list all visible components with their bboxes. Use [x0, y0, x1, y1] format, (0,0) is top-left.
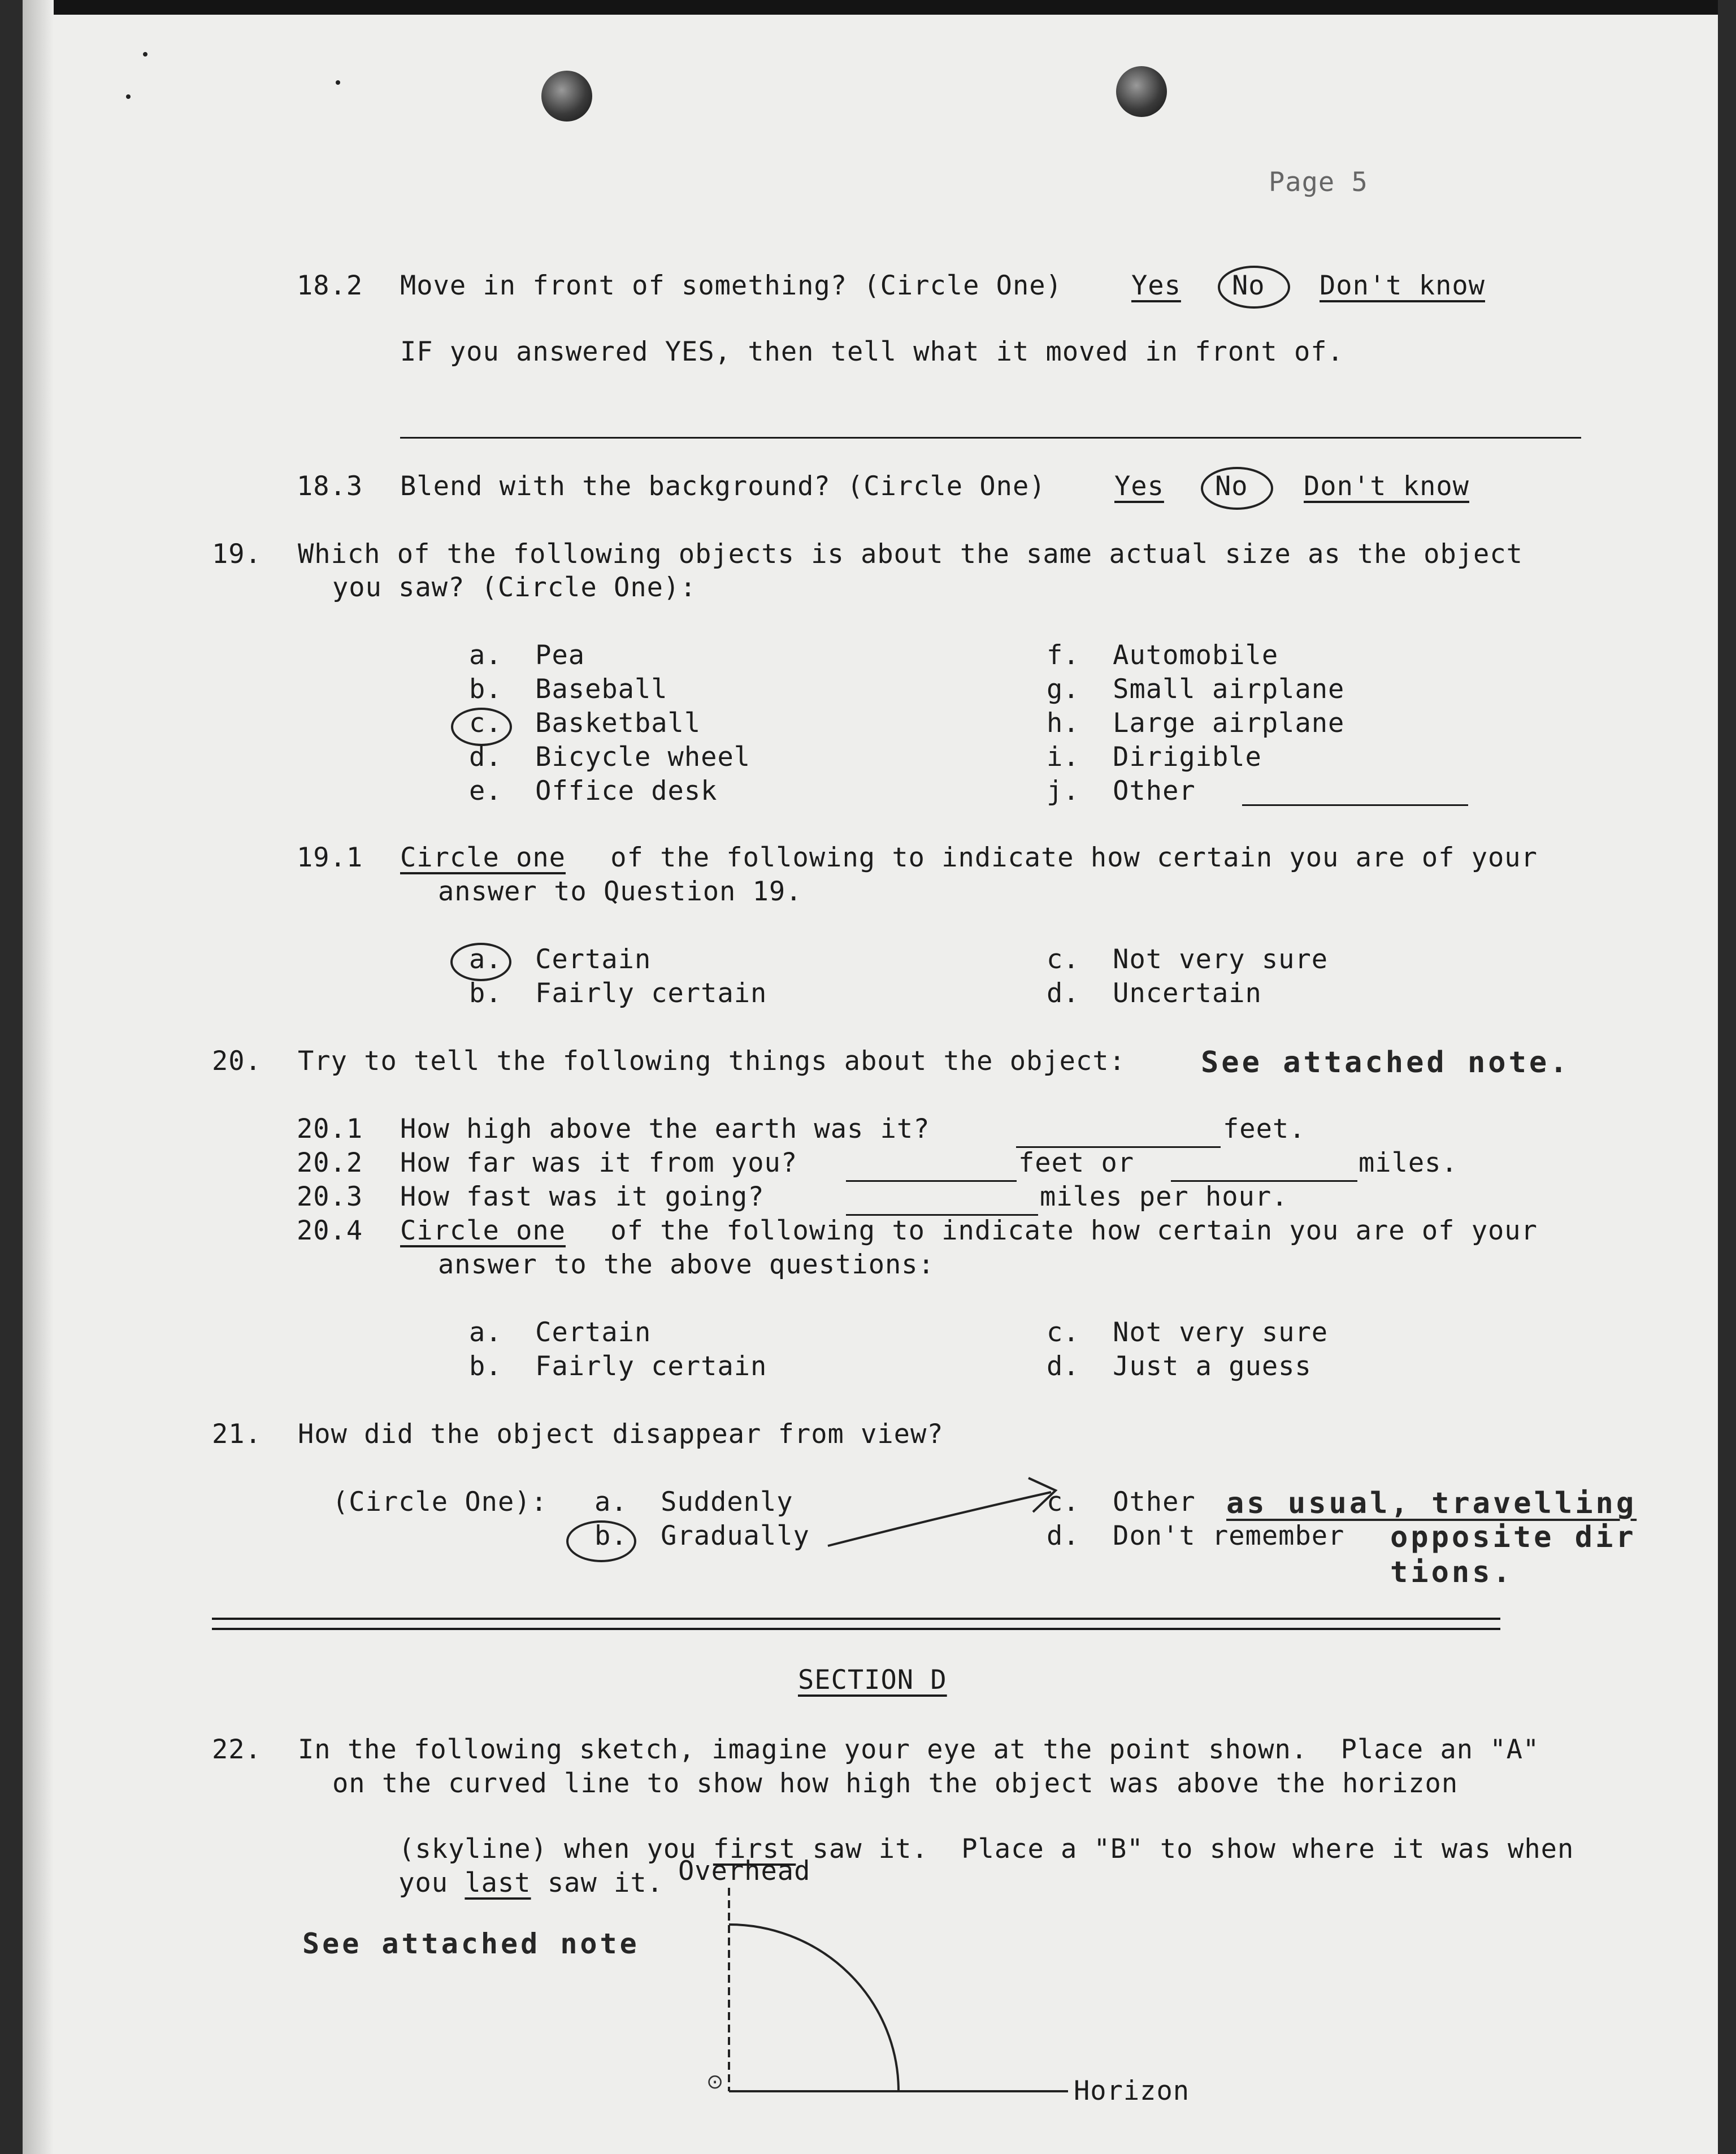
answer-circle: [450, 943, 511, 981]
option[interactable]: a. Pea: [469, 640, 585, 671]
question-text: you last saw it.: [398, 1867, 663, 1899]
question-text: of the following to indicate how certain you are of your: [594, 1215, 1538, 1246]
punch-hole: [541, 71, 592, 122]
answer-circle: [451, 708, 512, 746]
unit-label: feet or: [1018, 1147, 1135, 1178]
answer-line: [846, 1180, 1017, 1182]
question-text: Try to tell the following things about the object:: [298, 1046, 1126, 1077]
question-number: 19.: [212, 539, 262, 570]
speck: [336, 80, 340, 85]
option[interactable]: d. Uncertain: [1047, 978, 1262, 1009]
punch-hole: [1116, 66, 1167, 117]
question-number: 22.: [212, 1734, 262, 1765]
question-number: 20.3: [297, 1181, 363, 1212]
handwritten-note: See attached note.: [1201, 1046, 1570, 1080]
question-text: How did the object disappear from view?: [298, 1419, 944, 1450]
unit-label: feet.: [1223, 1113, 1306, 1145]
option[interactable]: f. Automobile: [1047, 640, 1279, 671]
question-text: How far was it from you?: [400, 1147, 798, 1178]
page-number: Page 5: [1269, 167, 1368, 198]
section-title: SECTION D: [798, 1665, 947, 1696]
answer-yes[interactable]: Yes: [1114, 471, 1164, 502]
option[interactable]: b. Gradually: [594, 1520, 810, 1551]
handwritten-note: See attached note: [302, 1927, 640, 1960]
question-number: 19.1: [297, 842, 363, 873]
option[interactable]: h. Large airplane: [1047, 708, 1345, 739]
answer-yes[interactable]: Yes: [1131, 270, 1181, 301]
option[interactable]: d. Just a guess: [1047, 1351, 1312, 1382]
question-text: answer to the above questions:: [438, 1249, 935, 1280]
option[interactable]: g. Small airplane: [1047, 674, 1345, 705]
option[interactable]: b. Baseball: [469, 674, 668, 705]
answer-dont-know[interactable]: Don't know: [1320, 270, 1485, 301]
instruction-emphasis: Circle one: [400, 1215, 566, 1246]
answer-line: [1242, 804, 1468, 806]
question-number: 18.2: [297, 270, 363, 301]
answer-circle: [1218, 266, 1290, 309]
question-text: Which of the following objects is about the same actual size as the object: [298, 539, 1523, 570]
handwritten-answer: opposite dir: [1390, 1520, 1637, 1554]
question-text: (skyline) when you first saw it. Place a "B" to show where it was when: [398, 1834, 1574, 1865]
question-text: How high above the earth was it?: [400, 1113, 930, 1145]
question-number: 18.3: [297, 471, 363, 502]
instruction-emphasis: Circle one: [400, 842, 566, 873]
option[interactable]: b. Fairly certain: [469, 978, 767, 1009]
question-text: you saw? (Circle One):: [332, 572, 697, 603]
section-divider: [212, 1618, 1500, 1620]
option[interactable]: b. Fairly certain: [469, 1351, 767, 1382]
option[interactable]: a. Certain: [469, 1317, 652, 1348]
question-text: answer to Question 19.: [438, 876, 802, 907]
question-number: 21.: [212, 1419, 262, 1450]
sketch-label-horizon: Horizon: [1074, 2075, 1190, 2107]
document-page: [23, 0, 1718, 2154]
unit-label: miles per hour.: [1040, 1181, 1288, 1212]
sketch-label-overhead: Overhead: [678, 1856, 811, 1887]
question-number: 20.: [212, 1046, 262, 1077]
unit-label: miles.: [1359, 1147, 1458, 1178]
section-divider: [212, 1628, 1500, 1630]
speck: [126, 94, 131, 99]
question-number: 20.1: [297, 1113, 363, 1145]
question-number: 20.2: [297, 1147, 363, 1178]
question-text: of the following to indicate how certain you are of your: [594, 842, 1538, 873]
option[interactable]: i. Dirigible: [1047, 742, 1262, 773]
question-text: How fast was it going?: [400, 1181, 765, 1212]
handwritten-answer: tions.: [1390, 1555, 1513, 1589]
question-text: In the following sketch, imagine your eye at the point shown. Place an "A": [298, 1734, 1540, 1765]
answer-circle: [1201, 467, 1273, 510]
option[interactable]: j. Other: [1047, 775, 1196, 807]
answer-circle: [566, 1520, 636, 1562]
eye-icon: ⊙: [706, 2070, 724, 2094]
circle-instruction: (Circle One):: [332, 1486, 548, 1518]
option[interactable]: d. Don't remember: [1047, 1520, 1345, 1551]
answer-dont-know[interactable]: Don't know: [1304, 471, 1469, 502]
answer-no[interactable]: No: [1232, 270, 1265, 301]
question-text: Blend with the background? (Circle One): [400, 471, 1046, 502]
speck: [143, 52, 147, 57]
option[interactable]: c. Basketball: [469, 708, 701, 739]
option[interactable]: d. Bicycle wheel: [469, 742, 751, 773]
option[interactable]: a. Suddenly: [594, 1486, 793, 1518]
question-number: 20.4: [297, 1215, 363, 1246]
arrow-icon: [825, 1461, 1085, 1554]
option[interactable]: e. Office desk: [469, 775, 718, 807]
sky-sketch: [706, 1888, 1091, 2103]
followup-text: IF you answered YES, then tell what it moved in front of.: [400, 336, 1344, 367]
option[interactable]: c. Not very sure: [1047, 944, 1329, 975]
question-text: on the curved line to show how high the object was above the horizon: [332, 1768, 1459, 1799]
option[interactable]: c. Other: [1047, 1486, 1196, 1518]
answer-line: [400, 437, 1581, 439]
option[interactable]: a. Certain: [469, 944, 652, 975]
handwritten-answer: as usual, travelling: [1226, 1486, 1637, 1520]
option[interactable]: c. Not very sure: [1047, 1317, 1329, 1348]
answer-no[interactable]: No: [1215, 471, 1248, 502]
question-text: Move in front of something? (Circle One): [400, 270, 1062, 301]
